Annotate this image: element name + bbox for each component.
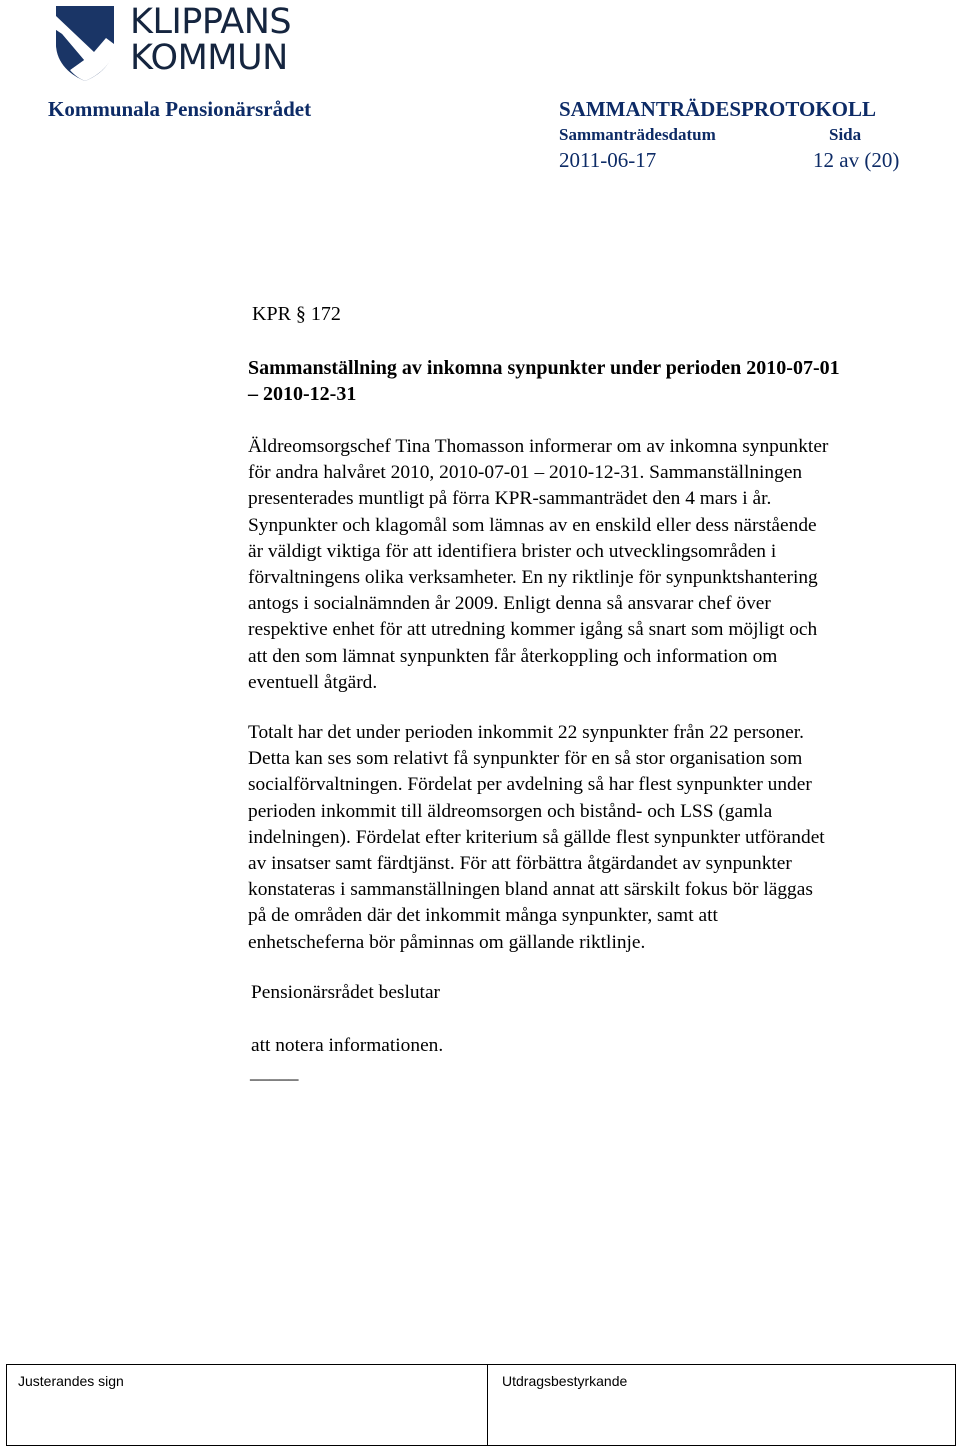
section-title [248,355,840,407]
end-mark: _____ [250,1062,299,1083]
paragraph-line: Äldreomsorgschef Tina Thomasson informerar om av inkomna synpunkter [248,436,829,457]
paragraph-line: är väldigt viktiga för att identifiera brister och utvecklingsområden i [248,540,777,562]
decision-intro: Pensionärsrådet beslutar [251,982,441,1003]
paragraph-line: Totalt har det under perioden inkommit 22 synpunkter från 22 personer. [248,722,804,743]
logo-line2: KOMMUN [130,38,288,78]
paragraph-line: antogs i socialnämnden år 2009. Enligt denna så ansvarar chef över [248,593,771,615]
meeting-date: 2011-06-17 [559,148,657,172]
paragraph-line: konstateras i sammanställningen bland annat att särskilt fokus bör läggas [248,879,813,901]
page-label: Sida [829,125,862,144]
decision-text: att notera informationen. [251,1035,444,1056]
paragraph-line: respektive enhet för att utredning kommer igång så snart som möjligt och [248,619,818,641]
paragraph-line: socialförvaltningen. Fördelat per avdelning så har flest synpunkter under [248,774,812,796]
municipal-coat-of-arms-icon [54,4,116,82]
paragraph-line: Synpunkter och klagomål som lämnas av en enskild eller dess närstående [248,514,817,536]
logo-line1: KLIPPANS [130,2,292,42]
paragraph-line: att den som lämnat synpunkten får återkoppling och information om [248,645,778,667]
paragraph-line: på de områden där det inkommit många synpunkter, samt att [248,905,718,927]
paragraph-2 [248,720,938,956]
document-type: SAMMANTRÄDESPROTOKOLL [559,97,876,121]
paragraph-line: förvaltningens olika verksamheter. En ny riktlinje för synpunktshantering [248,567,818,589]
section-number: KPR § 172 [252,303,341,325]
paragraph-line: eventuell åtgärd. [248,671,378,693]
organization-name: Kommunala Pensionärsrådet [48,97,312,121]
section-title-line2: – 2010-12-31 [248,383,357,405]
certification-label: Utdragsbestyrkande [502,1373,628,1389]
paragraph-line: presenterades muntligt på förra KPR-sammanträdet den 4 mars i år. [248,488,772,510]
paragraph-line: för andra halvåret 2010, 2010-07-01 – 2010-12-31. Sammanställningen [248,462,803,484]
section-title-line1: Sammanställning av inkomna synpunkter under perioden 2010-07-01 [248,357,840,379]
paragraph-line: indelningen). Fördelat efter kriterium så gällde flest synpunkter utförandet [248,826,825,848]
signature-table [6,1364,956,1446]
paragraph-line: perioden inkommit till äldreomsorgen och bistånd- och LSS (gamla [248,800,773,822]
signature-divider [487,1365,488,1445]
paragraph-1 [248,434,938,696]
municipality-logo [54,4,310,82]
page-number: 12 av (20) [813,148,900,172]
logo-wordmark [130,4,291,76]
paragraph-line: av insatser samt färdtjänst. För att förbättra åtgärdandet av synpunkter [248,853,792,875]
paragraph-line: Detta kan ses som relativt få synpunkter för en så stor organisation som [248,748,803,770]
signature-label: Justerandes sign [18,1373,124,1389]
paragraph-line: enhetscheferna bör påminnas om gällande riktlinje. [248,931,646,953]
date-label: Sammanträdesdatum [559,125,716,144]
